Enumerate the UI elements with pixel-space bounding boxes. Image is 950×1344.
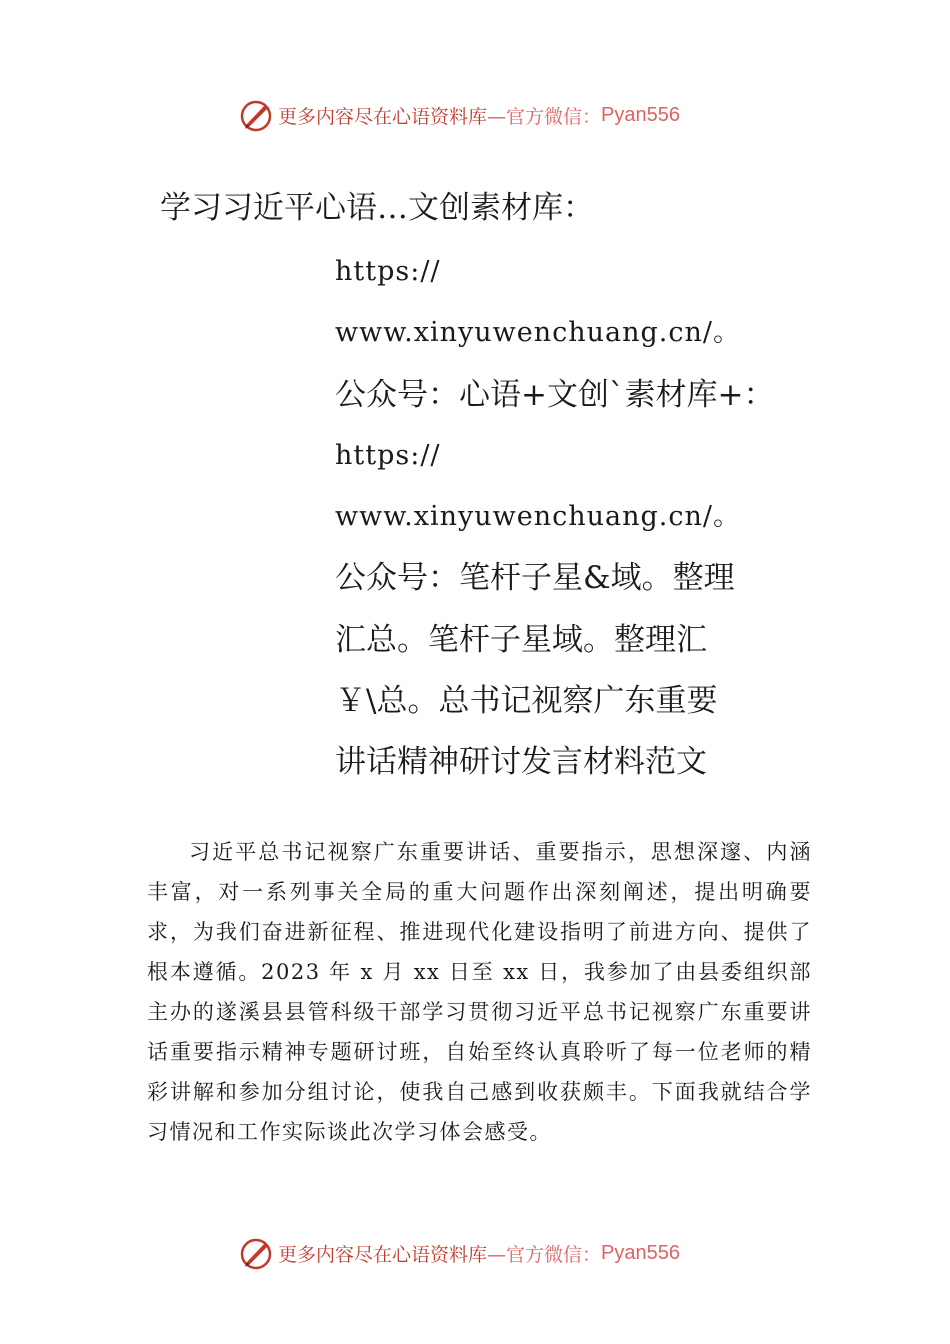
heading-line: www.xinyuwenchuang.cn/。 — [335, 317, 741, 349]
banner-sub-text: —官方微信： — [487, 105, 602, 128]
heading-line: https:// — [335, 256, 441, 287]
heading-line: 汇总。笔杆子星域。整理汇 — [335, 621, 707, 658]
banner-wechat-id: Pyan556 — [601, 1241, 680, 1264]
heading-line: 讲话精神研讨发言材料范文 — [335, 744, 707, 781]
banner-main-text: 更多内容尽在心语资料库 — [278, 1243, 488, 1266]
heading-line: https:// — [335, 439, 441, 471]
footer-banner — [238, 1233, 758, 1273]
heading-line: 公众号：笔杆子星&域。整理 — [335, 560, 735, 597]
pen-logo-icon — [238, 1235, 274, 1271]
heading-line: ￥\总。总书记视察广东重要 — [335, 683, 718, 720]
heading-block — [335, 250, 795, 802]
title-line: 学习习近平心语…文创素材库： — [160, 190, 594, 226]
pen-logo-icon — [238, 97, 274, 133]
banner-wechat-id: Pyan556 — [601, 103, 680, 126]
header-banner — [238, 95, 758, 135]
heading-line: www.xinyuwenchuang.cn/。 — [335, 501, 741, 533]
banner-sub-text: —官方微信： — [487, 1243, 602, 1266]
heading-line: 公众号：心语+文创`素材库+： — [335, 376, 775, 413]
body-paragraph: 习近平总书记视察广东重要讲话、重要指示，思想深邃、内涵丰富，对一系列事关全局的重大问题作出深刻阐述，提出明确要求，为我们奋进新征程、推进现代化建设指明了前进方向、提供了根本遵循。2023 年 x 月 xx 日至 xx 日，我参加了由县委组织部主办的遂溪县县管科级干部学习贯彻习近平总书记视察广东重要讲话重要指示精神专题研讨班，自始至终认真聆听了每一位老师的精彩讲解和参加分组讨论，使我自己感到收获颇丰。下面我就结合学习情况和工作实际谈此次学习体会感受。 — [147, 840, 812, 1144]
banner-main-text: 更多内容尽在心语资料库 — [278, 105, 488, 128]
